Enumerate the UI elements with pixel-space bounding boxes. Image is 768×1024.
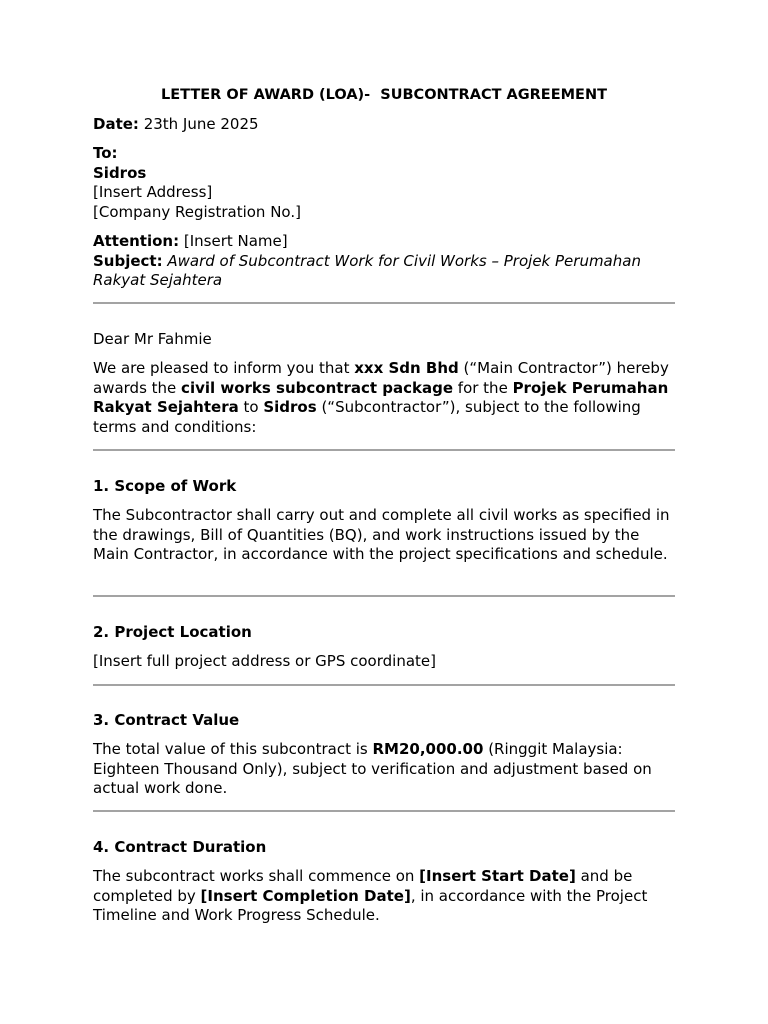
duration-text: , in accordance with the Project Timeline and Work Progress Schedule.	[93, 886, 648, 925]
main-contractor-name: xxx Sdn Bhd	[354, 359, 459, 377]
duration-text: and be completed by	[93, 867, 633, 905]
project-name: Projek Perumahan Rakyat Sejahtera	[93, 378, 669, 417]
date-line	[93, 115, 675, 135]
divider	[93, 302, 675, 304]
divider	[93, 595, 675, 597]
subcontractor-name: Sidros	[263, 398, 317, 417]
date-value: 23th June 2025	[138, 115, 259, 133]
intro-paragraph	[93, 359, 675, 437]
intro-text: (“Main Contractor”) hereby awards the	[93, 359, 669, 397]
date-label: Date:	[93, 115, 139, 133]
duration-text: The subcontract works shall commence on	[93, 867, 420, 885]
section-body-location: [Insert full project address or GPS coordinate]	[93, 652, 436, 670]
attention-value: [Insert Name]	[179, 232, 288, 250]
section-heading-location: 2. Project Location	[93, 623, 252, 641]
divider	[93, 449, 675, 451]
recipient-address: [Insert Address]	[93, 183, 213, 202]
subject-value: Award of Subcontract Work for Civil Works – Projek Perumahan Rakyat Sejahtera	[93, 251, 641, 290]
start-date-placeholder: [Insert Start Date]	[419, 867, 576, 885]
section-heading-scope: 1. Scope of Work	[93, 477, 237, 495]
completion-date-placeholder: [Insert Completion Date]	[200, 886, 411, 905]
recipient-block	[93, 144, 675, 222]
intro-text: for the	[453, 378, 513, 397]
subject-line	[93, 252, 675, 291]
section-heading-value: 3. Contract Value	[93, 711, 240, 729]
value-text: (Ringgit Malaysia: Eighteen Thousand Only), subject to verification and adjustment based on actual work done.	[93, 740, 652, 798]
intro-text: (“Subcontractor”), subject to the following terms and conditions:	[93, 398, 641, 436]
section-body-duration	[93, 867, 675, 926]
contract-amount: RM20,000.00	[372, 740, 484, 758]
intro-text: We are pleased to inform you that	[93, 359, 355, 377]
subject-label: Subject:	[93, 251, 163, 270]
section-body-value	[93, 740, 675, 799]
package-name: civil works subcontract package	[181, 378, 454, 397]
section-heading-duration: 4. Contract Duration	[93, 838, 267, 856]
divider	[93, 684, 675, 686]
salutation: Dear Mr Fahmie	[93, 330, 212, 348]
attention-label: Attention:	[93, 232, 180, 250]
section-body-scope: The Subcontractor shall carry out and complete all civil works as specified in the drawings, Bill of Quantities (BQ), and work instructions issued by the Main Contractor, in accordance with the project specifications and schedule.	[93, 506, 670, 564]
to-label: To:	[93, 144, 118, 162]
document-title: LETTER OF AWARD (LOA)- SUBCONTRACT AGREEMENT	[161, 87, 607, 103]
divider	[93, 810, 675, 812]
recipient-company: Sidros	[93, 163, 147, 182]
recipient-registration: [Company Registration No.]	[93, 202, 301, 221]
intro-text: to	[238, 398, 264, 417]
attention-line	[93, 232, 675, 252]
value-text: The total value of this subcontract is	[93, 740, 373, 758]
attention-subject-block	[93, 232, 675, 291]
